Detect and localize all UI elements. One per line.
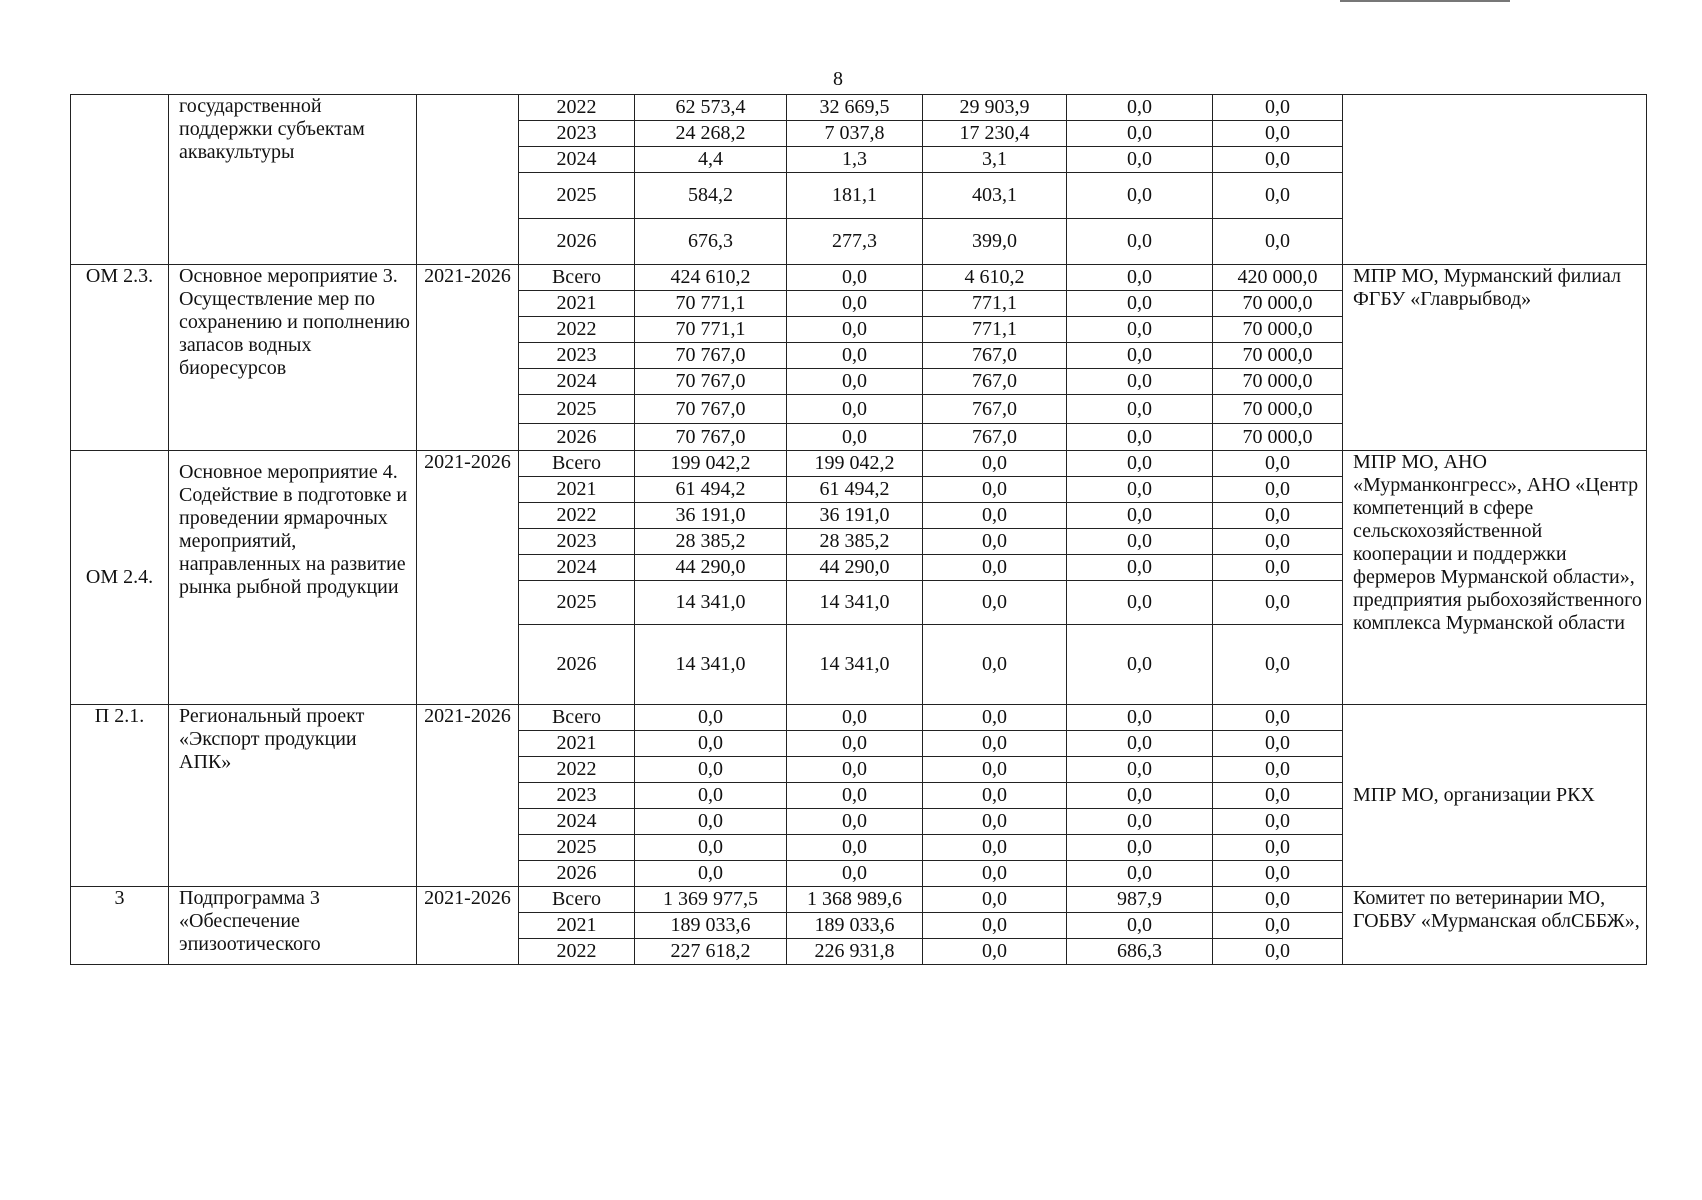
year-cell: 2026 — [519, 625, 635, 705]
year-cell: 2022 — [519, 95, 635, 121]
top-edge-mark — [1340, 0, 1510, 2]
amount-cell-c3: 987,9 — [1067, 887, 1213, 913]
amount-cell-c3: 0,0 — [1067, 395, 1213, 424]
amount-cell-c2: 767,0 — [923, 395, 1067, 424]
year-cell: 2022 — [519, 939, 635, 965]
amount-cell-c3: 0,0 — [1067, 291, 1213, 317]
amount-cell-c2: 0,0 — [923, 783, 1067, 809]
period-cell: 2021-2026 — [417, 451, 519, 705]
amount-cell-c3: 0,0 — [1067, 219, 1213, 265]
amount-cell-c3: 686,3 — [1067, 939, 1213, 965]
amount-cell-c2: 0,0 — [923, 939, 1067, 965]
amount-cell-c2: 17 230,4 — [923, 121, 1067, 147]
amount-cell-c2: 0,0 — [923, 861, 1067, 887]
amount-cell-total: 70 767,0 — [635, 369, 787, 395]
amount-cell-c1: 1 368 989,6 — [787, 887, 923, 913]
amount-cell-total: 0,0 — [635, 861, 787, 887]
executor-cell — [1343, 95, 1647, 265]
amount-cell-c1: 0,0 — [787, 783, 923, 809]
year-cell: 2026 — [519, 861, 635, 887]
amount-cell-c1: 14 341,0 — [787, 581, 923, 625]
amount-cell-total: 70 771,1 — [635, 291, 787, 317]
amount-cell-c1: 0,0 — [787, 395, 923, 424]
amount-cell-c2: 0,0 — [923, 835, 1067, 861]
amount-cell-c4: 70 000,0 — [1213, 395, 1343, 424]
amount-cell-c3: 0,0 — [1067, 95, 1213, 121]
item-code-cell: ОМ 2.3. — [71, 265, 169, 451]
amount-cell-c4: 0,0 — [1213, 705, 1343, 731]
table-row — [71, 451, 1647, 477]
year-cell: 2026 — [519, 219, 635, 265]
amount-cell-c2: 0,0 — [923, 757, 1067, 783]
item-code-cell: 3 — [71, 887, 169, 965]
amount-cell-c3: 0,0 — [1067, 265, 1213, 291]
year-cell: 2023 — [519, 529, 635, 555]
amount-cell-total: 61 494,2 — [635, 477, 787, 503]
year-cell: 2026 — [519, 424, 635, 451]
year-cell: Всего — [519, 451, 635, 477]
amount-cell-c2: 0,0 — [923, 625, 1067, 705]
amount-cell-c3: 0,0 — [1067, 625, 1213, 705]
amount-cell-c4: 0,0 — [1213, 939, 1343, 965]
amount-cell-c4: 0,0 — [1213, 731, 1343, 757]
executor-cell: МПР МО, Мурманский филиал ФГБУ «Главрыбвод» — [1343, 265, 1647, 451]
year-cell: Всего — [519, 265, 635, 291]
amount-cell-total: 0,0 — [635, 835, 787, 861]
amount-cell-c1: 0,0 — [787, 861, 923, 887]
amount-cell-c1: 7 037,8 — [787, 121, 923, 147]
period-cell: 2021-2026 — [417, 887, 519, 965]
amount-cell-c3: 0,0 — [1067, 731, 1213, 757]
amount-cell-total: 14 341,0 — [635, 581, 787, 625]
amount-cell-c1: 277,3 — [787, 219, 923, 265]
item-name-cell: Основное мероприятие 3. Осуществление мер по сохранению и пополнению запасов водных биоресурсов — [169, 265, 417, 451]
amount-cell-c1: 0,0 — [787, 369, 923, 395]
amount-cell-c4: 0,0 — [1213, 625, 1343, 705]
amount-cell-c4: 0,0 — [1213, 173, 1343, 219]
amount-cell-c1: 189 033,6 — [787, 913, 923, 939]
amount-cell-total: 0,0 — [635, 809, 787, 835]
year-cell: 2021 — [519, 477, 635, 503]
amount-cell-c4: 0,0 — [1213, 809, 1343, 835]
amount-cell-c3: 0,0 — [1067, 317, 1213, 343]
item-code-cell: ОМ 2.4. — [71, 451, 169, 705]
amount-cell-c4: 0,0 — [1213, 913, 1343, 939]
amount-cell-c3: 0,0 — [1067, 757, 1213, 783]
amount-cell-c3: 0,0 — [1067, 477, 1213, 503]
year-cell: 2025 — [519, 581, 635, 625]
amount-cell-c4: 0,0 — [1213, 503, 1343, 529]
amount-cell-c1: 0,0 — [787, 809, 923, 835]
period-cell: 2021-2026 — [417, 705, 519, 887]
amount-cell-c2: 0,0 — [923, 529, 1067, 555]
amount-cell-total: 24 268,2 — [635, 121, 787, 147]
amount-cell-total: 4,4 — [635, 147, 787, 173]
amount-cell-total: 1 369 977,5 — [635, 887, 787, 913]
amount-cell-c1: 226 931,8 — [787, 939, 923, 965]
amount-cell-total: 70 767,0 — [635, 395, 787, 424]
year-cell: 2024 — [519, 369, 635, 395]
amount-cell-total: 36 191,0 — [635, 503, 787, 529]
table-body — [71, 95, 1647, 965]
amount-cell-c2: 0,0 — [923, 705, 1067, 731]
item-code-cell: П 2.1. — [71, 705, 169, 887]
amount-cell-c2: 403,1 — [923, 173, 1067, 219]
amount-cell-c1: 0,0 — [787, 424, 923, 451]
budget-table — [70, 94, 1647, 965]
year-cell: 2022 — [519, 503, 635, 529]
amount-cell-c3: 0,0 — [1067, 529, 1213, 555]
amount-cell-c4: 70 000,0 — [1213, 317, 1343, 343]
amount-cell-c3: 0,0 — [1067, 147, 1213, 173]
year-cell: 2024 — [519, 555, 635, 581]
amount-cell-total: 62 573,4 — [635, 95, 787, 121]
amount-cell-c4: 0,0 — [1213, 757, 1343, 783]
period-cell: 2021-2026 — [417, 265, 519, 451]
amount-cell-c4: 70 000,0 — [1213, 291, 1343, 317]
item-code-cell — [71, 95, 169, 265]
amount-cell-c2: 4 610,2 — [923, 265, 1067, 291]
amount-cell-c3: 0,0 — [1067, 503, 1213, 529]
year-cell: 2023 — [519, 121, 635, 147]
amount-cell-c3: 0,0 — [1067, 173, 1213, 219]
amount-cell-c3: 0,0 — [1067, 783, 1213, 809]
amount-cell-c1: 0,0 — [787, 291, 923, 317]
amount-cell-c4: 0,0 — [1213, 477, 1343, 503]
amount-cell-total: 0,0 — [635, 783, 787, 809]
amount-cell-c3: 0,0 — [1067, 343, 1213, 369]
executor-cell: МПР МО, организации РКХ — [1343, 705, 1647, 887]
amount-cell-total: 28 385,2 — [635, 529, 787, 555]
year-cell: 2021 — [519, 731, 635, 757]
year-cell: Всего — [519, 705, 635, 731]
table-row — [71, 705, 1647, 731]
amount-cell-c4: 70 000,0 — [1213, 424, 1343, 451]
item-name-cell: Подпрограмма 3 «Обеспечение эпизоотического — [169, 887, 417, 965]
amount-cell-c1: 199 042,2 — [787, 451, 923, 477]
amount-cell-total: 199 042,2 — [635, 451, 787, 477]
amount-cell-c4: 0,0 — [1213, 95, 1343, 121]
amount-cell-c1: 0,0 — [787, 317, 923, 343]
amount-cell-c3: 0,0 — [1067, 913, 1213, 939]
amount-cell-c4: 70 000,0 — [1213, 369, 1343, 395]
amount-cell-c1: 0,0 — [787, 757, 923, 783]
amount-cell-c2: 0,0 — [923, 555, 1067, 581]
year-cell: 2023 — [519, 783, 635, 809]
executor-cell: МПР МО, АНО «Мурманконгресс», АНО «Центр компетенций в сфере сельскохозяйственной кооперации и поддержки фермеров Мурманской области», предприятия рыбохозяйственного комплекса Мурманской области — [1343, 451, 1647, 705]
amount-cell-c4: 0,0 — [1213, 219, 1343, 265]
amount-cell-c1: 0,0 — [787, 835, 923, 861]
amount-cell-c1: 0,0 — [787, 731, 923, 757]
year-cell: 2021 — [519, 291, 635, 317]
amount-cell-c2: 29 903,9 — [923, 95, 1067, 121]
year-cell: 2023 — [519, 343, 635, 369]
amount-cell-total: 189 033,6 — [635, 913, 787, 939]
amount-cell-c2: 0,0 — [923, 451, 1067, 477]
amount-cell-total: 70 767,0 — [635, 343, 787, 369]
amount-cell-c1: 0,0 — [787, 705, 923, 731]
amount-cell-c1: 28 385,2 — [787, 529, 923, 555]
amount-cell-c2: 3,1 — [923, 147, 1067, 173]
amount-cell-c4: 70 000,0 — [1213, 343, 1343, 369]
amount-cell-c1: 14 341,0 — [787, 625, 923, 705]
amount-cell-c3: 0,0 — [1067, 705, 1213, 731]
amount-cell-c1: 0,0 — [787, 265, 923, 291]
amount-cell-c4: 0,0 — [1213, 555, 1343, 581]
amount-cell-c4: 0,0 — [1213, 121, 1343, 147]
amount-cell-c3: 0,0 — [1067, 121, 1213, 147]
amount-cell-c2: 767,0 — [923, 343, 1067, 369]
period-cell — [417, 95, 519, 265]
amount-cell-c2: 0,0 — [923, 731, 1067, 757]
amount-cell-c1: 32 669,5 — [787, 95, 923, 121]
amount-cell-total: 584,2 — [635, 173, 787, 219]
amount-cell-total: 44 290,0 — [635, 555, 787, 581]
year-cell: 2025 — [519, 395, 635, 424]
year-cell: 2022 — [519, 317, 635, 343]
amount-cell-c3: 0,0 — [1067, 369, 1213, 395]
executor-cell: Комитет по ветеринарии МО, ГОБВУ «Мурманская облСББЖ», — [1343, 887, 1647, 965]
amount-cell-c2: 767,0 — [923, 369, 1067, 395]
table-row — [71, 265, 1647, 291]
amount-cell-total: 0,0 — [635, 757, 787, 783]
amount-cell-total: 424 610,2 — [635, 265, 787, 291]
page-number: 8 — [833, 68, 843, 90]
amount-cell-c3: 0,0 — [1067, 835, 1213, 861]
amount-cell-c4: 0,0 — [1213, 581, 1343, 625]
amount-cell-c2: 0,0 — [923, 809, 1067, 835]
amount-cell-total: 14 341,0 — [635, 625, 787, 705]
amount-cell-c3: 0,0 — [1067, 809, 1213, 835]
item-name-cell: государственной поддержки субъектам аквакультуры — [169, 95, 417, 265]
amount-cell-c2: 399,0 — [923, 219, 1067, 265]
amount-cell-c3: 0,0 — [1067, 424, 1213, 451]
amount-cell-total: 676,3 — [635, 219, 787, 265]
amount-cell-c3: 0,0 — [1067, 581, 1213, 625]
amount-cell-c2: 771,1 — [923, 317, 1067, 343]
amount-cell-c3: 0,0 — [1067, 555, 1213, 581]
amount-cell-c2: 0,0 — [923, 913, 1067, 939]
table-row — [71, 887, 1647, 913]
amount-cell-c4: 0,0 — [1213, 887, 1343, 913]
year-cell: 2025 — [519, 835, 635, 861]
amount-cell-c4: 0,0 — [1213, 147, 1343, 173]
amount-cell-c4: 420 000,0 — [1213, 265, 1343, 291]
amount-cell-c1: 44 290,0 — [787, 555, 923, 581]
amount-cell-c1: 36 191,0 — [787, 503, 923, 529]
amount-cell-c1: 181,1 — [787, 173, 923, 219]
amount-cell-c1: 0,0 — [787, 343, 923, 369]
year-cell: Всего — [519, 887, 635, 913]
amount-cell-total: 70 767,0 — [635, 424, 787, 451]
amount-cell-c4: 0,0 — [1213, 529, 1343, 555]
year-cell: 2025 — [519, 173, 635, 219]
amount-cell-c4: 0,0 — [1213, 861, 1343, 887]
amount-cell-c1: 1,3 — [787, 147, 923, 173]
amount-cell-c2: 0,0 — [923, 581, 1067, 625]
year-cell: 2022 — [519, 757, 635, 783]
amount-cell-c4: 0,0 — [1213, 835, 1343, 861]
year-cell: 2021 — [519, 913, 635, 939]
amount-cell-total: 70 771,1 — [635, 317, 787, 343]
amount-cell-c3: 0,0 — [1067, 861, 1213, 887]
amount-cell-c4: 0,0 — [1213, 783, 1343, 809]
year-cell: 2024 — [519, 147, 635, 173]
amount-cell-c2: 771,1 — [923, 291, 1067, 317]
amount-cell-c3: 0,0 — [1067, 451, 1213, 477]
amount-cell-c2: 0,0 — [923, 477, 1067, 503]
amount-cell-c4: 0,0 — [1213, 451, 1343, 477]
amount-cell-total: 0,0 — [635, 731, 787, 757]
amount-cell-c2: 767,0 — [923, 424, 1067, 451]
year-cell: 2024 — [519, 809, 635, 835]
item-name-cell: Региональный проект «Экспорт продукции АПК» — [169, 705, 417, 887]
amount-cell-c1: 61 494,2 — [787, 477, 923, 503]
table-row — [71, 95, 1647, 121]
amount-cell-total: 227 618,2 — [635, 939, 787, 965]
amount-cell-total: 0,0 — [635, 705, 787, 731]
item-name-cell: Основное мероприятие 4. Содействие в подготовке и проведении ярмарочных мероприятий, направленных на развитие рынка рыбной продукции — [169, 451, 417, 705]
amount-cell-c2: 0,0 — [923, 887, 1067, 913]
amount-cell-c2: 0,0 — [923, 503, 1067, 529]
